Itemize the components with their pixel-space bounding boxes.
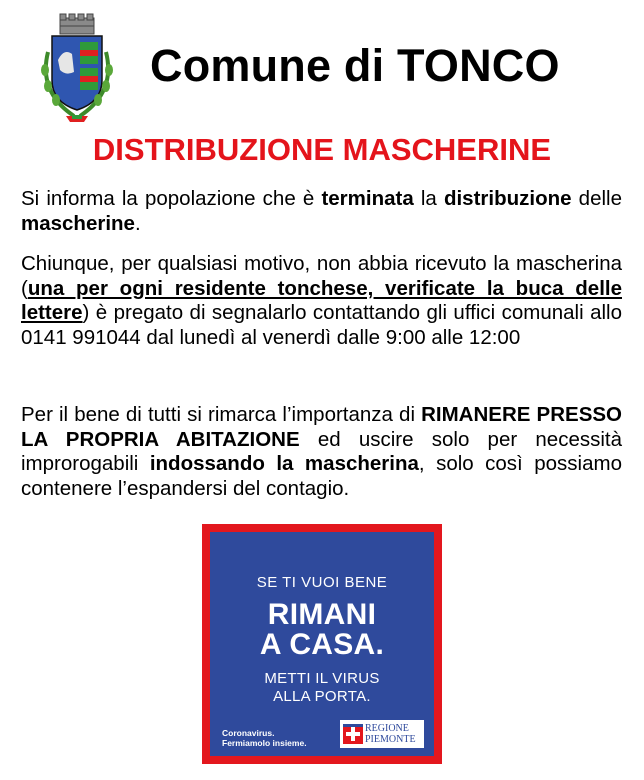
info-paragraph-1: Si informa la popolazione che è terminata la distribuzione delle mascherine. xyxy=(21,187,622,235)
poster-secondary-message: METTI IL VIRUS ALLA PORTA. xyxy=(264,670,380,705)
page-subtitle: DISTRIBUZIONE MASCHERINE xyxy=(92,132,552,167)
regione-piemonte-label: REGIONE PIEMONTE xyxy=(365,723,416,745)
poster-panel xyxy=(210,532,434,756)
regione-piemonte-logo xyxy=(340,720,424,748)
page-title: Comune di TONCO xyxy=(150,40,560,91)
info-paragraph-3: Per il bene di tutti si rimarca l’importanza di RIMANERE PRESSO LA PROPRIA ABITAZIONE ed uscire solo per necessità improrogabili indossando la mascherina, solo così possiamo contenere l’espandersi del contagio. xyxy=(21,403,622,500)
stay-home-poster xyxy=(202,524,442,764)
poster-footer: Coronavirus. Fermiamolo insieme. xyxy=(222,728,307,748)
poster-headline: SE TI VUOI BENE xyxy=(256,574,388,591)
regione-piemonte-logo-icon xyxy=(343,724,363,744)
info-paragraph-2: Chiunque, per qualsiasi motivo, non abbia ricevuto la mascherina (una per ogni residente tonchese, verificate la buca delle lettere) è pregato di segnalarlo contattando gli uffici comunali allo 0141 991044 dal lunedì al venerdì dalle 9:00 alle 12:00 xyxy=(21,252,622,349)
coat-of-arms-icon xyxy=(36,12,118,124)
poster-main-message: RIMANI A CASA. xyxy=(259,598,385,661)
